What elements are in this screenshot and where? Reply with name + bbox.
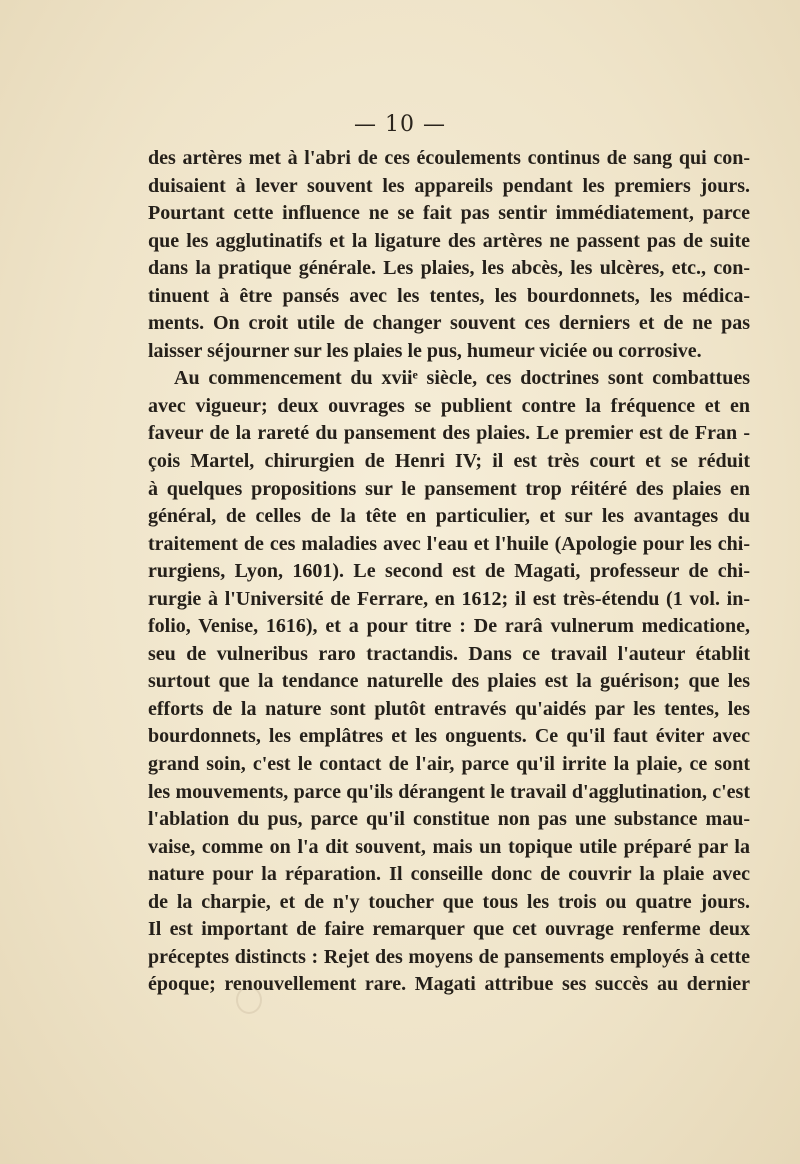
text-line: tinuent à être pansés avec les tentes, les bourdonnets, les médica- [148,284,750,307]
text-line: de la charpie, et de n'y toucher que tous les trois ou quatre jours. [148,890,750,913]
text-line: laisser séjourner sur les plaies le pus, humeur viciée ou corrosive. [148,339,702,362]
text-line: les mouvements, parce qu'ils dérangent le travail d'agglutination, c'est [148,780,750,803]
text-line: faveur de la rareté du pansement des plaies. Le premier est de Fran - [148,422,750,445]
text-line: nature pour la réparation. Il conseille donc de couvrir la plaie avec [148,863,750,886]
page-number: — 10 — [354,112,446,137]
text-line: dans la pratique générale. Les plaies, les abcès, les ulcères, etc., con- [148,257,750,280]
text-line: surtout que la tendance naturelle des plaies est la guérison; que les [148,670,750,693]
text-line: traitement de ces maladies avec l'eau et l'huile (Apologie pour les chi- [148,532,750,555]
text-line: des artères met à l'abri de ces écoulements continus de sang qui con- [148,147,750,169]
text-line: époque; renouvellement rare. Magati attribue ses succès au dernier [148,973,750,996]
text-line: bourdonnets, les emplâtres et les onguents. Ce qu'il faut éviter avec [148,725,750,748]
text-line: préceptes distincts : Rejet des moyens de pansements employés à cette [148,945,750,968]
body-text [148,145,750,999]
text-line: que les agglutinatifs et la ligature des artères ne passent pas de suite [148,229,750,252]
text-line: rurgiens, Lyon, 1601). Le second est de Magati, professeur de chi- [148,560,750,583]
text-line: Au commencement du xviiᵉ siècle, ces doctrines sont combattues [174,367,750,390]
text-line: folio, Venise, 1616), et a pour titre : De rarâ vulnerum medicatione, [148,615,750,638]
text-line: ments. On croit utile de changer souvent ces derniers et de ne pas [148,312,750,335]
text-line: çois Martel, chirurgien de Henri IV; il est très court et se réduit [148,450,750,473]
text-line: l'ablation du pus, parce qu'il constitue non pas une substance mau- [148,808,750,831]
text-line: avec vigueur; deux ouvrages se publient contre la fréquence et en [148,394,750,417]
text-line: rurgie à l'Université de Ferrare, en 1612; il est très-étendu (1 vol. in- [148,587,750,610]
paper-smudge [236,986,262,1014]
text-line: général, de celles de la tête en particulier, et sur les avantages du [148,505,750,528]
text-line: vaise, comme on l'a dit souvent, mais un topique utile préparé par la [148,835,750,858]
text-line: duisaient à lever souvent les appareils pendant les premiers jours. [148,174,750,197]
text-line: efforts de la nature sont plutôt entravés qu'aidés par les tentes, les [148,697,750,720]
text-line: grand soin, c'est le contact de l'air, parce qu'il irrite la plaie, ce sont [148,753,750,776]
text-line: à quelques propositions sur le pansement trop réitéré des plaies en [148,477,750,500]
text-line: Pourtant cette influence ne se fait pas sentir immédiatement, parce [148,202,750,225]
text-line: Il est important de faire remarquer que cet ouvrage renferme deux [148,918,750,941]
text-line: seu de vulneribus raro tractandis. Dans ce travail l'auteur établit [148,642,750,665]
